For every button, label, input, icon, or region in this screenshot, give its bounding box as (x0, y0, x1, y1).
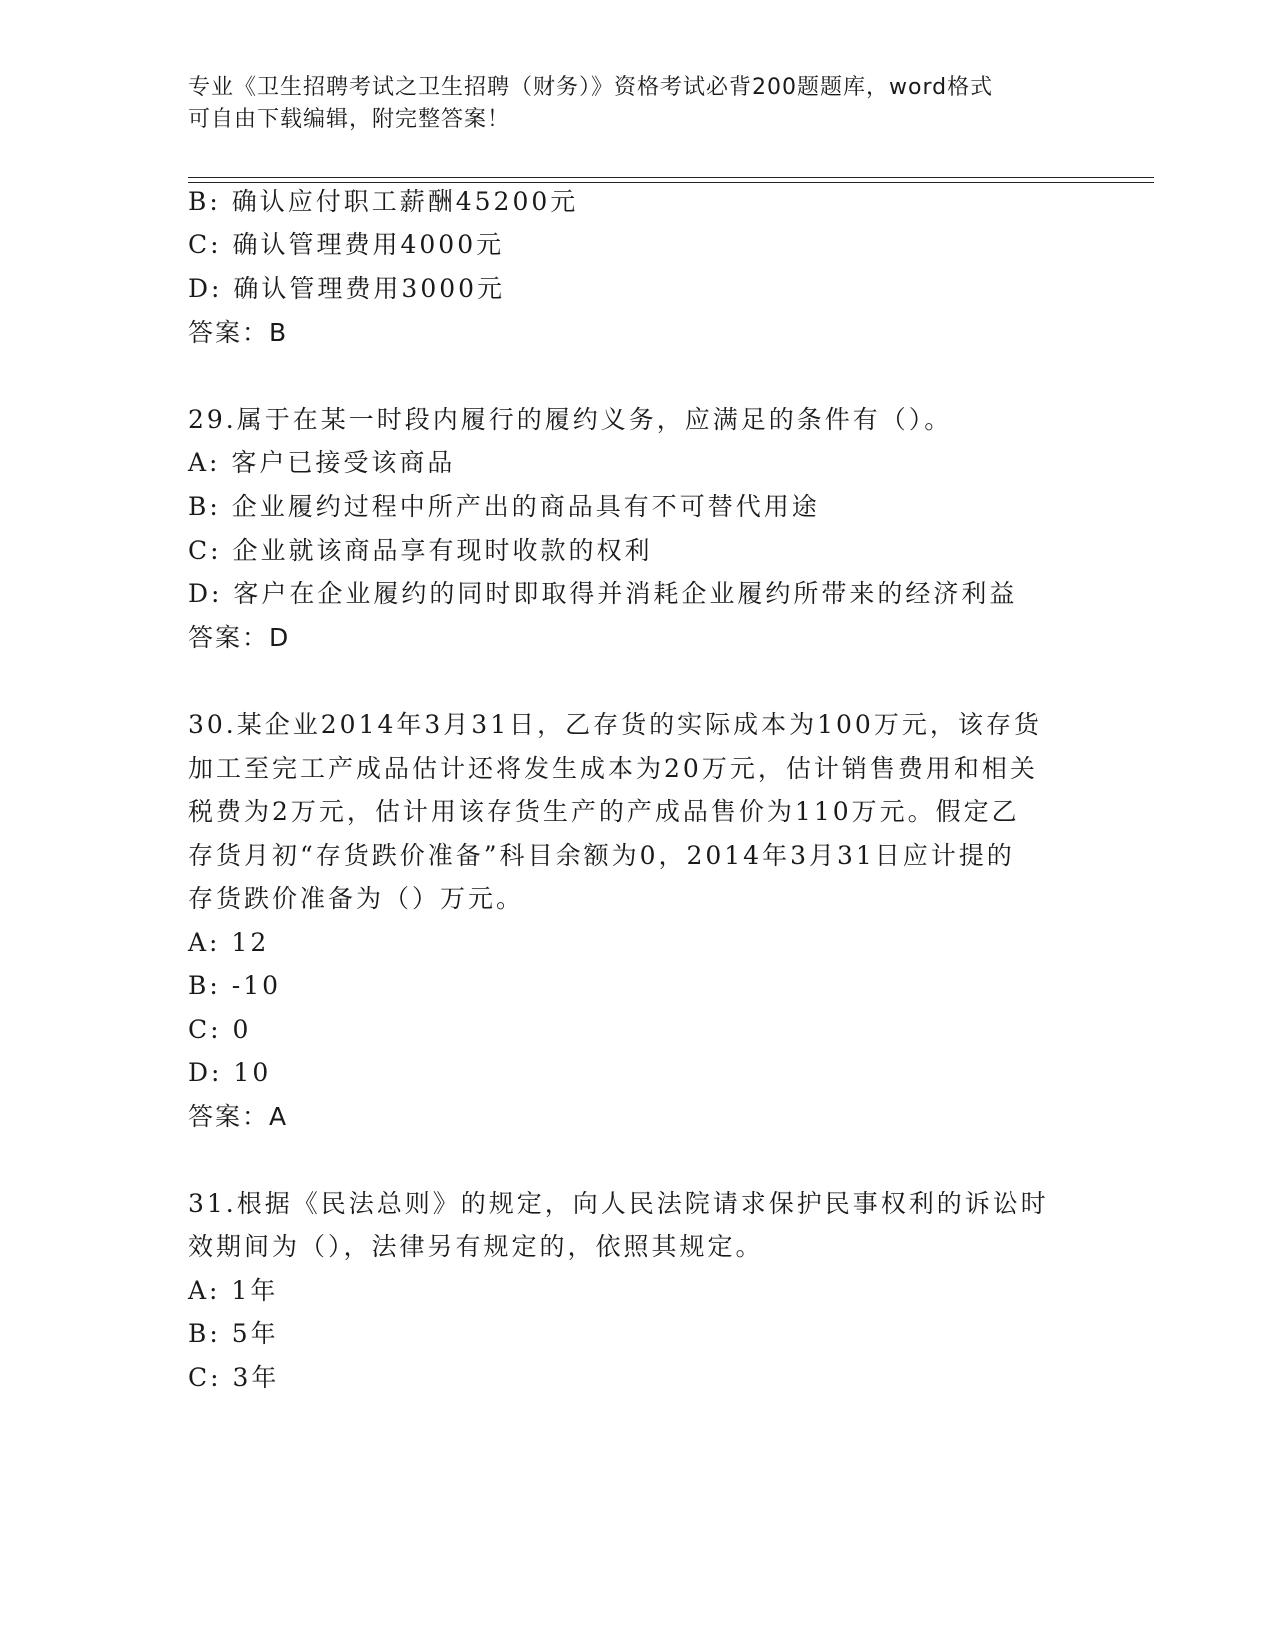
q30-option-c: C: 0 (188, 1015, 252, 1044)
q28-option-d: D: 确认管理费用3000元 (188, 274, 506, 303)
header-rule-top (188, 177, 1154, 178)
q29-option-d: D: 客户在企业履约的同时即取得并消耗企业履约所带来的经济利益 (188, 579, 1018, 608)
header-rule-bottom (188, 182, 1154, 183)
q29-option-c: C: 企业就该商品享有现时收款的权利 (188, 536, 653, 565)
q30-stem-line-5: 存货跌价准备为（）万元。 (188, 884, 525, 913)
header-line-2: 可自由下载编辑，附完整答案！ (188, 107, 511, 132)
q30-stem-line-3: 税费为2万元，估计用该存货生产的产成品售价为110万元。假定乙 (188, 797, 1020, 826)
q30-option-a: A: 12 (188, 928, 270, 957)
q30-option-d: D: 10 (188, 1058, 272, 1087)
q30-stem-line-4: 存货月初“存货跌价准备”科目余额为0，2014年3月31日应计提的 (188, 841, 1015, 870)
q31-option-c: C: 3年 (188, 1363, 280, 1392)
q29-stem: 29.属于在某一时段内履行的履约义务，应满足的条件有（）。 (188, 405, 953, 434)
q30-answer: 答案：A (188, 1102, 289, 1131)
document-header (188, 72, 1068, 136)
q28-answer: 答案：B (188, 318, 289, 347)
q29-option-b: B: 企业履约过程中所产出的商品具有不可替代用途 (188, 492, 820, 521)
q29-answer: 答案：D (188, 623, 291, 652)
q30-stem-line-1: 30.某企业2014年3月31日，乙存货的实际成本为100万元，该存货 (188, 710, 1042, 739)
q31-stem-line-1: 31.根据《民法总则》的规定，向人民法院请求保护民事权利的诉讼时 (188, 1189, 1049, 1218)
q31-option-a: A: 1年 (188, 1276, 279, 1305)
header-line-1: 专业《卫生招聘考试之卫生招聘（财务）》资格考试必背200题题库，word格式 (188, 75, 994, 100)
q29-option-a: A: 客户已接受该商品 (188, 448, 456, 477)
q28-option-c: C: 确认管理费用4000元 (188, 230, 505, 259)
q28-option-b: B: 确认应付职工薪酬45200元 (188, 187, 579, 216)
q31-option-b: B: 5年 (188, 1319, 279, 1348)
q30-stem-line-2: 加工至完工产成品估计还将发生成本为20万元，估计销售费用和相关 (188, 754, 1038, 783)
q30-option-b: B: -10 (188, 971, 281, 1000)
q31-stem-line-2: 效期间为（），法律另有规定的，依照其规定。 (188, 1232, 764, 1261)
